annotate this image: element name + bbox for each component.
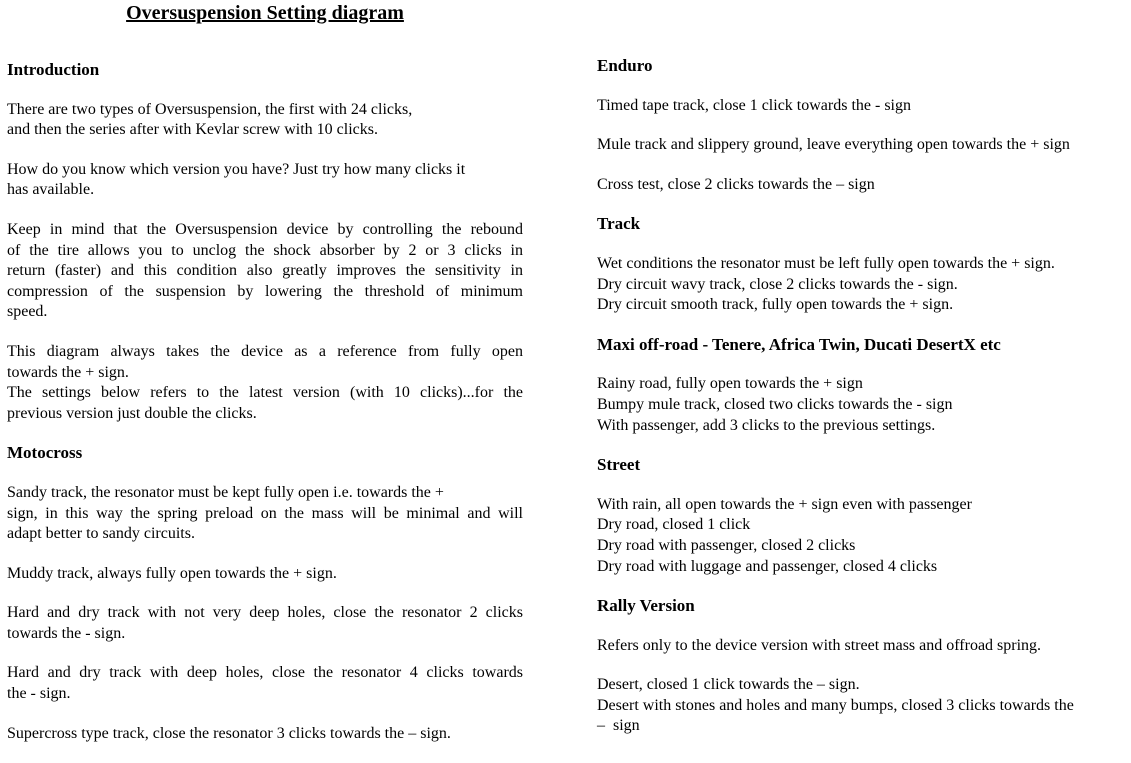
paragraph xyxy=(597,495,1125,577)
text-line: and then the series after with Kevlar screw with 10 clicks. xyxy=(7,121,378,139)
text-line: Dry road with luggage and passenger, closed 4 clicks xyxy=(597,557,938,575)
text-line: return (faster) and this condition also greatly improves the sensitivity in xyxy=(7,262,523,280)
paragraph xyxy=(597,135,1125,156)
text-line: sign, in this way the spring preload on the mass will be minimal and will xyxy=(7,504,523,522)
section-heading-enduro: Enduro xyxy=(597,56,653,75)
section-heading-rally-version: Rally Version xyxy=(597,596,695,616)
paragraph xyxy=(597,675,1125,737)
paragraph xyxy=(7,100,523,141)
page-title: Oversuspension Setting diagram xyxy=(126,2,404,24)
right-column xyxy=(597,0,1125,756)
section-heading-introduction: Introduction xyxy=(7,60,100,79)
text-line: compression of the suspension by lowering the threshold of minimum xyxy=(7,282,523,300)
paragraph xyxy=(7,220,523,323)
paragraph xyxy=(7,342,523,424)
text-line: Cross test, close 2 clicks towards the – sign xyxy=(597,175,875,193)
section-heading-track: Track xyxy=(597,214,641,234)
text-line: speed. xyxy=(7,303,48,321)
section-heading-street: Street xyxy=(597,455,641,475)
text-line: of the tire allows you to unclog the shock absorber by 2 or 3 clicks in xyxy=(7,241,523,259)
text-line: The settings below refers to the latest version (with 10 clicks)...for the xyxy=(7,384,523,402)
text-line: towards the + sign. xyxy=(7,363,129,381)
text-line: Dry circuit smooth track, fully open towards the + sign. xyxy=(597,296,954,314)
text-line: Dry road, closed 1 click xyxy=(597,516,751,534)
paragraph xyxy=(7,564,523,585)
text-line: How do you know which version you have? Just try how many clicks it xyxy=(7,160,466,178)
text-line: Wet conditions the resonator must be left fully open towards the + sign. xyxy=(597,254,1055,272)
text-line: Desert, closed 1 click towards the – sign. xyxy=(597,676,860,694)
paragraph xyxy=(7,160,523,201)
text-line: previous version just double the clicks. xyxy=(7,404,257,422)
text-line: adapt better to sandy circuits. xyxy=(7,525,195,543)
text-line: Timed tape track, close 1 click towards the - sign xyxy=(597,96,911,114)
text-line: Supercross type track, close the resonator 3 clicks towards the – sign. xyxy=(7,724,451,742)
text-line: There are two types of Oversuspension, the first with 24 clicks, xyxy=(7,100,413,118)
text-line: With rain, all open towards the + sign even with passenger xyxy=(597,495,972,513)
left-column xyxy=(7,0,523,763)
text-line: Dry road with passenger, closed 2 clicks xyxy=(597,536,856,554)
text-line: Mule track and slippery ground, leave everything open towards the + sign xyxy=(597,136,1070,154)
paragraph xyxy=(7,483,523,545)
text-line: Desert with stones and holes and many bumps, closed 3 clicks towards the xyxy=(597,696,1074,714)
section-heading-motocross: Motocross xyxy=(7,443,83,463)
section-heading-maxi-off-road: Maxi off-road - Tenere, Africa Twin, Ducati DesertX etc xyxy=(597,334,1001,354)
text-line: Hard and dry track with deep holes, close the resonator 4 clicks towards xyxy=(7,664,523,682)
text-line: Bumpy mule track, closed two clicks towards the - sign xyxy=(597,395,953,413)
paragraph xyxy=(597,254,1125,316)
paragraph xyxy=(7,603,523,644)
text-line: towards the - sign. xyxy=(7,624,126,642)
text-line: Refers only to the device version with street mass and offroad spring. xyxy=(597,636,1042,654)
text-line: Rainy road, fully open towards the + sign xyxy=(597,375,863,393)
text-line: has available. xyxy=(7,181,95,199)
paragraph xyxy=(597,636,1125,657)
text-line: Dry circuit wavy track, close 2 clicks towards the - sign. xyxy=(597,275,958,293)
paragraph xyxy=(597,374,1125,436)
paragraph xyxy=(7,724,523,745)
paragraph xyxy=(7,663,523,704)
text-line: Sandy track, the resonator must be kept fully open i.e. towards the + xyxy=(7,483,444,501)
text-line: the - sign. xyxy=(7,685,71,703)
text-line: With passenger, add 3 clicks to the previous settings. xyxy=(597,416,936,434)
text-line: This diagram always takes the device as a reference from fully open xyxy=(7,342,523,360)
paragraph xyxy=(597,96,1125,117)
text-line: Hard and dry track with not very deep holes, close the resonator 2 clicks xyxy=(7,604,523,622)
paragraph xyxy=(597,175,1125,196)
text-line: Muddy track, always fully open towards the + sign. xyxy=(7,564,337,582)
text-line: – sign xyxy=(597,717,640,735)
text-line: Keep in mind that the Oversuspension device by controlling the rebound xyxy=(7,220,523,238)
